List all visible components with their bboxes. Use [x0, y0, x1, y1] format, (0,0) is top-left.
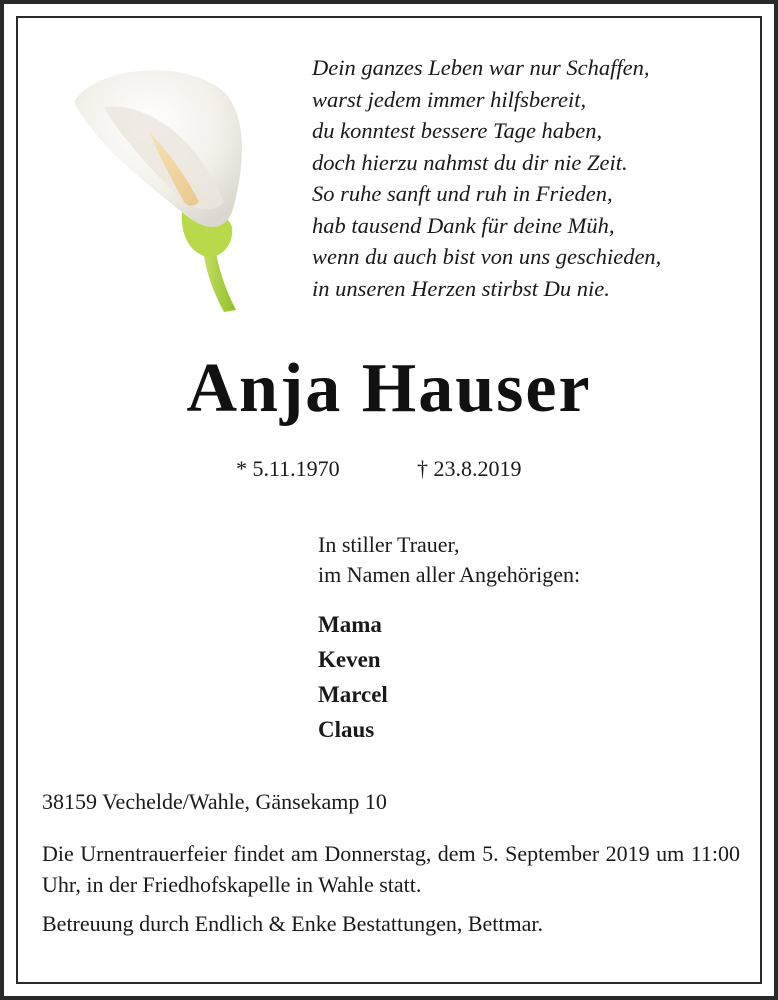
poem-line: du konntest bessere Tage haben, [312, 118, 603, 143]
family-member: Claus [318, 717, 375, 742]
address: 38159 Vechelde/Wahle, Gänsekamp 10 [42, 789, 387, 814]
poem-line: doch hierzu nahmst du dir nie Zeit. [312, 149, 628, 175]
mourning-line: im Namen aller Angehörigen: [318, 562, 581, 587]
mourning-statement [318, 530, 580, 590]
family-member: Marcel [318, 682, 388, 707]
ceremony-notice: Die Urnentrauerfeier findet am Donnerstag, dem 5. September 2019 um 11:00 Uhr, in der Friedhofskapelle in Wahle statt. [42, 841, 740, 897]
birth-date: * 5.11.1970 [236, 456, 340, 481]
poem-line: in unseren Herzen stirbst Du nie. [312, 275, 610, 301]
poem-line: warst jedem immer hilfsbereit, [312, 86, 587, 112]
deceased-name: Anja Hauser [186, 350, 592, 427]
poem-line: Dein ganzes Leben war nur Schaffen, [312, 55, 650, 80]
poem-line: So ruhe sanft und ruh in Frieden, [312, 181, 613, 206]
mourning-line: In stiller Trauer, [318, 532, 460, 557]
poem-line: hab tausend Dank für deine Müh, [312, 212, 615, 238]
calla-lily-image [64, 62, 254, 312]
family-list [318, 607, 388, 747]
family-member: Mama [318, 612, 382, 637]
funeral-home-notice: Betreuung durch Endlich & Enke Bestattungen, Bettmar. [42, 911, 543, 936]
memorial-poem [312, 52, 752, 304]
family-member: Keven [318, 647, 381, 672]
death-date: † 23.8.2019 [417, 456, 522, 481]
poem-line: wenn du auch bist von uns geschieden, [312, 244, 662, 269]
